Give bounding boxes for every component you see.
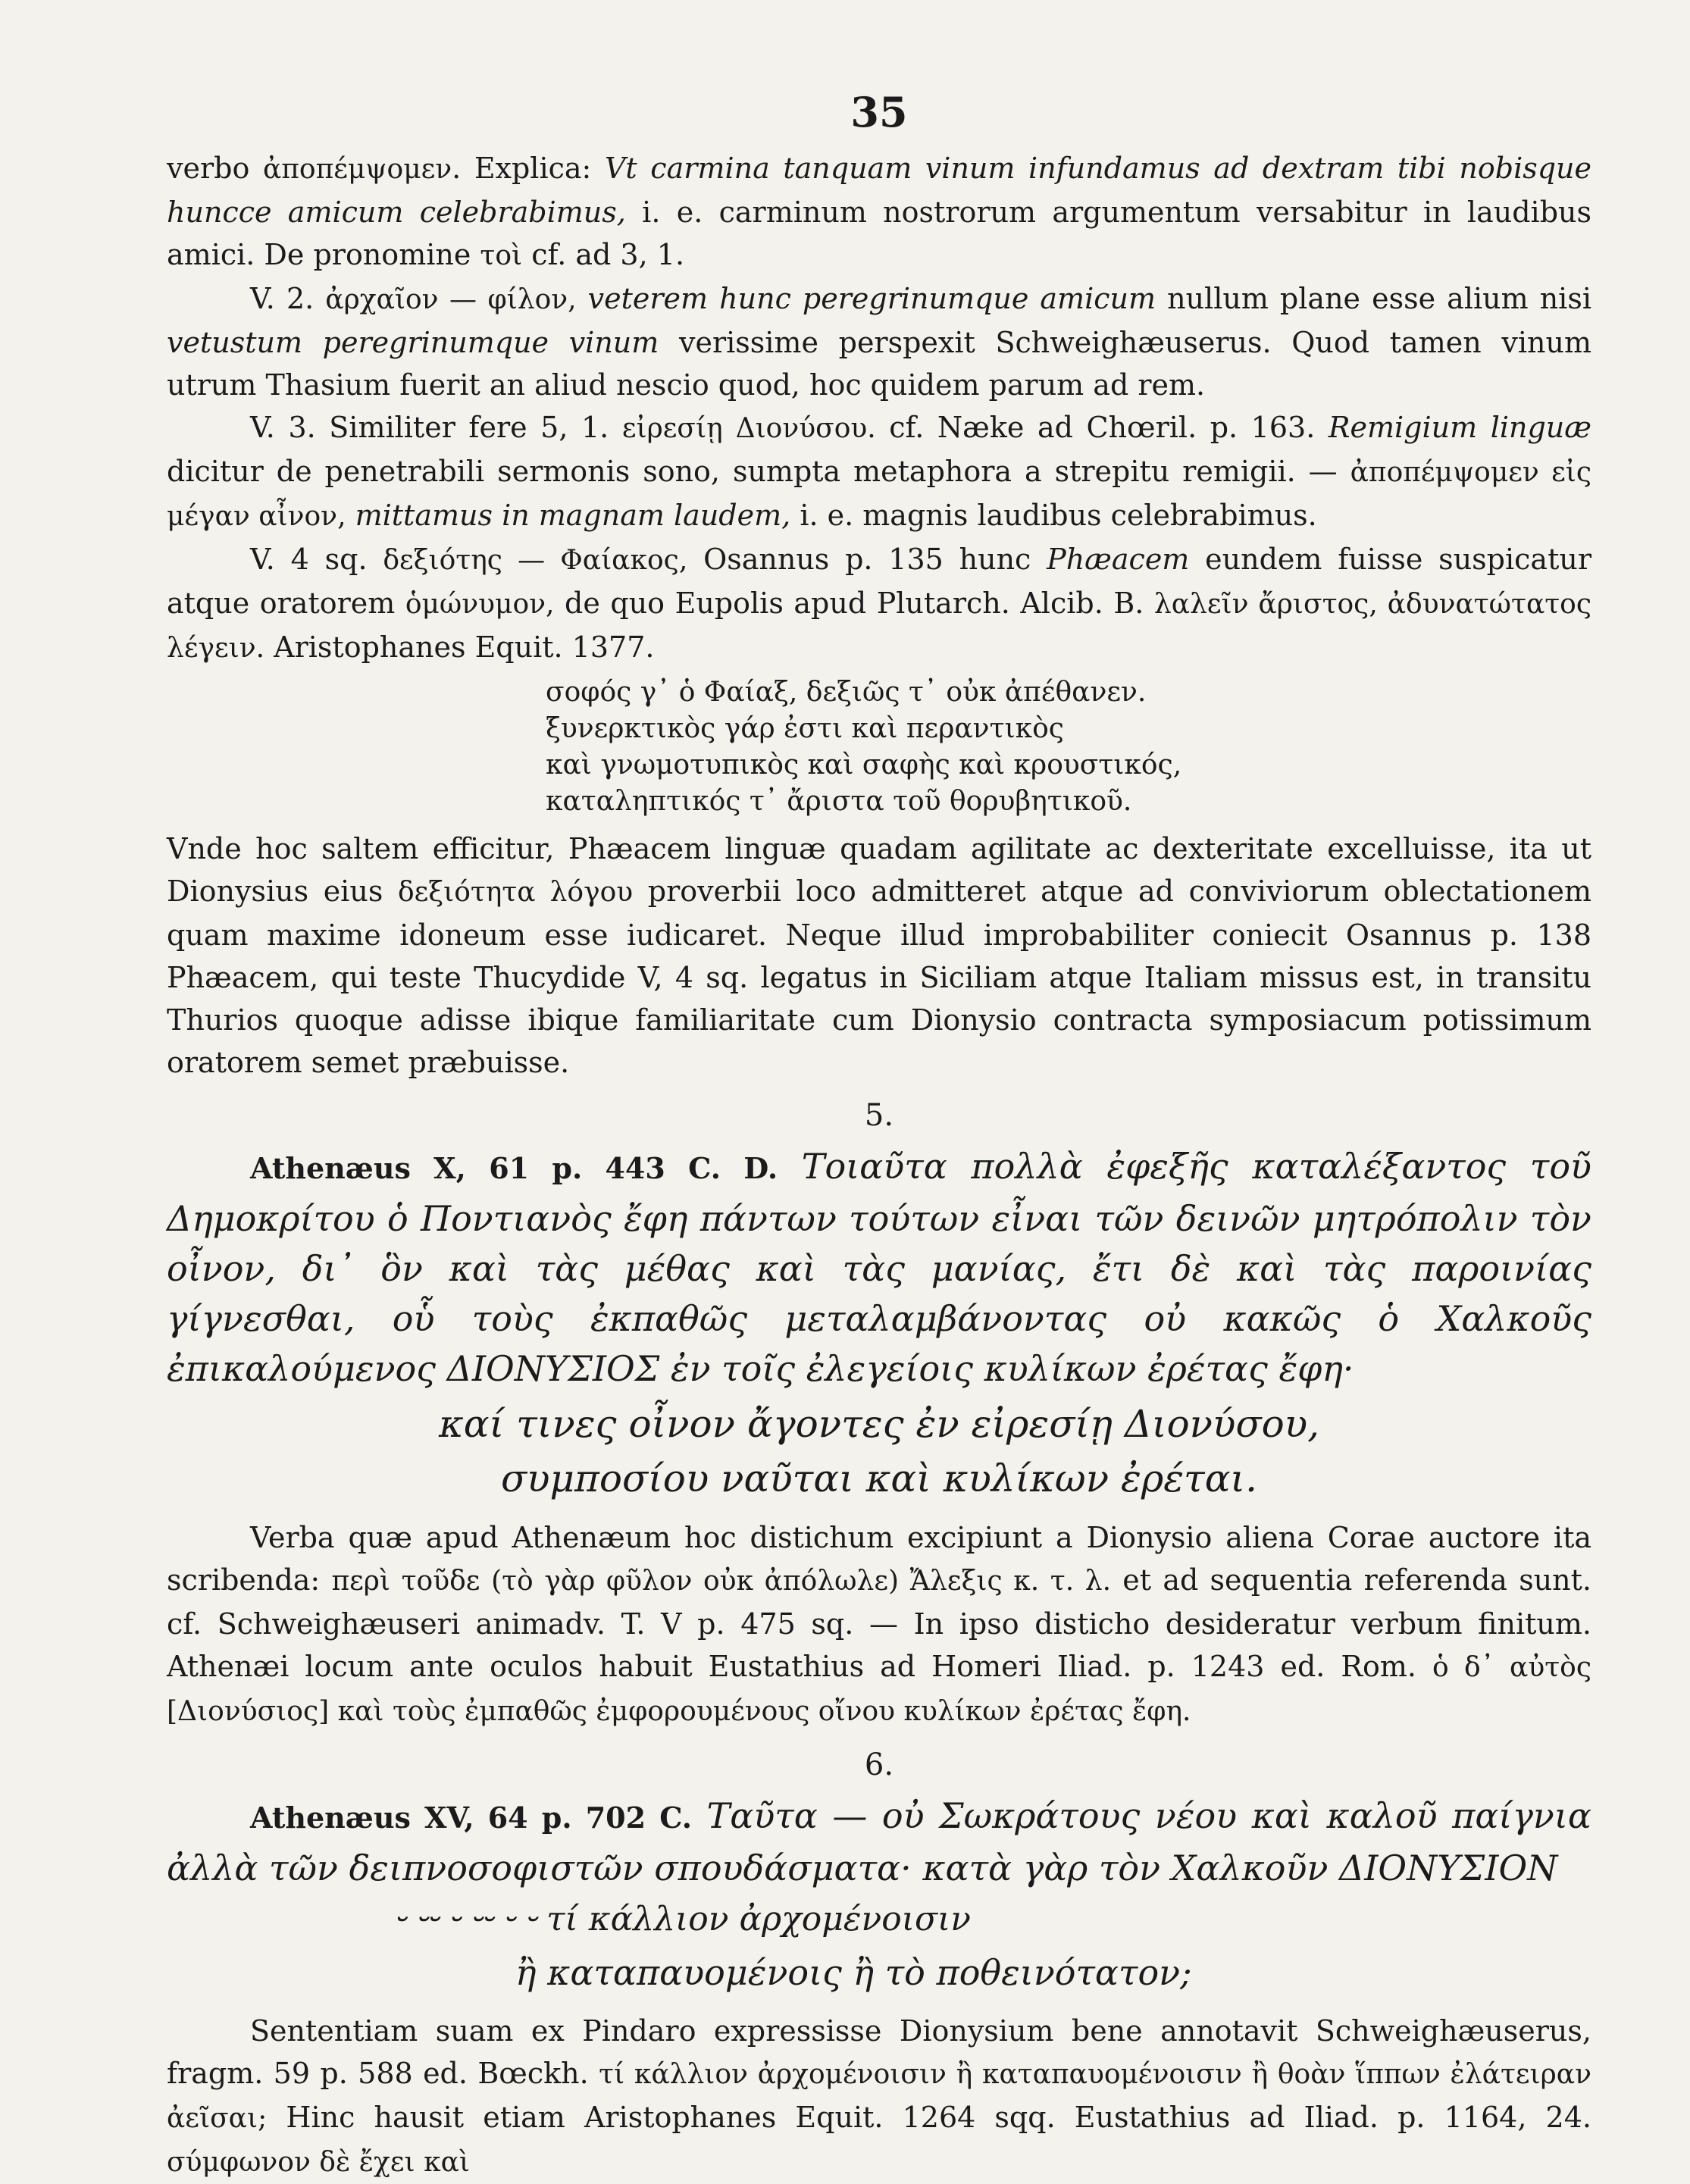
paragraph-phaeax: Vnde hoc saltem efficitur, Phæacem linguæ quadam agilitate ac dexteritate excelluisse, ita ut Dionysius eius δεξιότητα λόγου proverbii loco admitteret atque ad conviviorum oblectationem quam maxime idoneum esse iudicaret. Neque illud improbabiliter coniecit Osannus p. 138 Phæacem, qui teste Thucydide V, 4 sq. legatus in Siciliam atque Italiam missus est, in transitu Thurios quoque adisse ibique familiaritate cum Dionysio contracta symposiacum potissimum oratorem semet præbuisse. [167, 832, 1591, 1079]
section-6-citation: Athenæus XV, 64 p. 702 C. Ταῦτα — οὐ Σωκράτους νέου καὶ καλοῦ παίγνια ἀλλὰ τῶν δειπνοσοφιστῶν σπουδάσματα· κατὰ γὰρ τὸν Χαλκοῦν ΔΙΟΝΥΣΙΟΝ [167, 1795, 1591, 1888]
paragraph-1: verbo ἀποπέμψομεν. Explica: Vt carmina tanquam vinum infundamus ad dextram tibi nobisque huncce amicum celebrabimus, i. e. carminum nostrorum argumentum versabitur in laudibus amici. De pronomine τοὶ cf. ad 3, 1. [167, 152, 1592, 271]
verse-line: ξυνερκτικὸς γάρ ἐστι καὶ περαντικὸς [546, 713, 1064, 744]
verse-line: καὶ γνωμοτυπικὸς καὶ σαφὴς καὶ κρουστικός, [546, 749, 1182, 781]
verse-quote-aristophanes [546, 674, 1591, 820]
section-5-commentary: Verba quæ apud Athenæum hoc distichum excipiunt a Dionysio aliena Corae auctore ita scribenda: περὶ τοῦδε (τὸ γὰρ φῦλον οὐκ ἀπόλωλε) Ἄλεξις κ. τ. λ. et ad sequentia referenda sunt. cf. Schweighæuseri animadv. T. V p. 475 sq. — In ipso disticho desideratur verbum finitum. Athenæi locum ante oculos habuit Eustathius ad Homeri Iliad. p. 1243 ed. Rom. ὁ δ᾽ αὐτὸς [Διονύσιος] καὶ τοὺς ἐμπαθῶς ἐμφορουμένους οἴνου κυλίκων ἐρέτας ἔφη. [167, 1521, 1592, 1727]
section-5-citation: Athenæus X, 61 p. 443 C. D. Τοιαῦτα πολλὰ ἐφεξῆς καταλέξαντος τοῦ Δημοκρίτου ὁ Ποντιανὸς ἔφη πάντων τούτων εἶναι τῶν δεινῶν μητρόπολιν τὸν οἶνον, δι᾽ ὃν καὶ τὰς μέθας καὶ τὰς μανίας, ἔτι δὲ καὶ τὰς παροινίας γίγνεσθαι, οὗ τοὺς ἐκπαθῶς μεταλαμβάνοντας οὐ κακῶς ὁ Χαλκοῦς ἐπικαλούμενος ΔΙΟΝΥΣΙΟΣ ἐν τοῖς ἐλεγείοις κυλίκων ἐρέτας ἔφη· [167, 1146, 1591, 1389]
distich-line: καί τινες οἶνον ἄγοντες ἐν εἰρεσίῃ Διονύσου, [439, 1402, 1319, 1446]
distich-line: συμποσίου ναῦται καὶ κυλίκων ἐρέται. [501, 1457, 1257, 1500]
verse-line: καταληπτικός τ᾽ ἄριστα τοῦ θορυβητικοῦ. [546, 786, 1132, 817]
section-6-metre-line: ⏑ ⏑⏑ ⏑ ⏑⏑ ⏑ ⏑ τί κάλλιον ἀρχομένοισιν [394, 1900, 971, 1938]
section-5-distich [167, 1397, 1591, 1506]
section-6-verse-line: ἢ καταπαυομένοις ἢ τὸ ποθεινότατον; [515, 1952, 1192, 1993]
page [167, 88, 1592, 2184]
section-6-commentary: Sententiam suam ex Pindaro expressisse Dionysium bene annotavit Schweighæuserus, fragm. 59 p. 588 ed. Bœckh. τί κάλλιον ἀρχομένοισιν ἢ καταπαυομένοισιν ἢ θοὰν ἵππων ἐλάτειραν ἀεῖσαι; Hinc hausit etiam Aristophanes Equit. 1264 sqq. Eustathius ad Iliad. p. 1164, 24. σύμφωνον δὲ ἔχει καὶ [167, 2014, 1592, 2178]
paragraph-v2: V. 2. ἀρχαῖον — φίλον, veterem hunc peregrinumque amicum nullum plane esse alium nisi vetustum peregrinumque vinum verissime perspexit Schweighæuserus. Quod tamen vinum utrum Thasium fuerit an aliud nescio quod, hoc quidem parum ad rem. [167, 282, 1591, 402]
verse-line: σοφός γ᾽ ὁ Φαίαξ, δεξιῶς τ᾽ οὐκ ἀπέθανεν. [546, 677, 1147, 708]
section-number-6: 6. [864, 1748, 894, 1782]
paragraph-v4: V. 4 sq. δεξιότης — Φαίακος, Osannus p. 135 hunc Phæacem eundem fuisse suspicatur atque oratorem ὁμώνυμον, de quo Eupolis apud Plutarch. Alcib. B. λαλεῖν ἄριστος, ἀδυνατώτατος λέγειν. Aristophanes Equit. 1377. [167, 543, 1592, 664]
section-number-5: 5. [864, 1098, 894, 1133]
paragraph-v3: V. 3. Similiter fere 5, 1. εἰρεσίῃ Διονύσου. cf. Næke ad Chœril. p. 163. Remigium linguæ dicitur de penetrabili sermonis sono, sumpta metaphora a strepitu remigii. — ἀποπέμψομεν εἰς μέγαν αἶνον, mittamus in magnam laudem, i. e. magnis laudibus celebrabimus. [167, 411, 1592, 532]
page-number: 35 [850, 88, 908, 136]
